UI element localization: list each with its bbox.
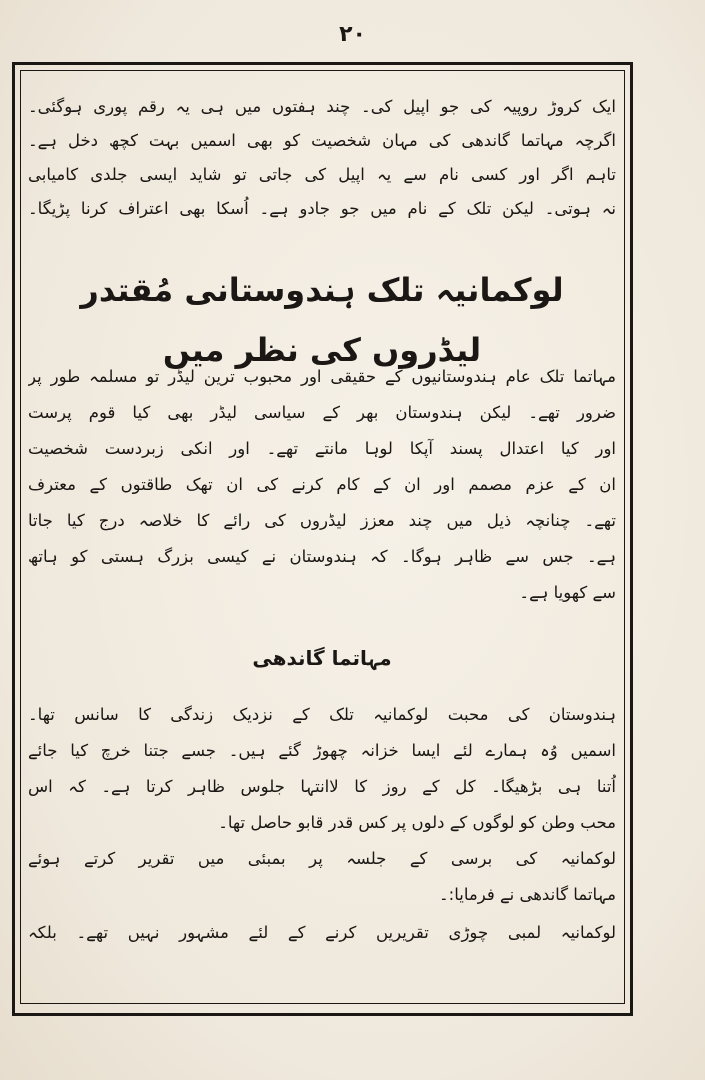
intro-line: نہ ہوتی۔ لیکن تلک کے نام میں جو جادو ہے۔ اُسکا بھی اعتراف کرنا پڑیگا۔ bbox=[28, 199, 616, 218]
paragraph-line: لوکمانیہ لمبی چوڑی تقریریں کرنے کے لئے مشہور نہیں تھے۔ بلکہ bbox=[28, 923, 616, 942]
paragraph-line: تھے۔ چنانچہ ذیل میں چند معزز لیڈروں کی رائے کا خلاصہ درج کیا جاتا bbox=[28, 511, 616, 530]
page-content bbox=[28, 78, 616, 998]
paragraph-line: مہاتما گاندھی نے فرمایا:۔ bbox=[439, 885, 616, 904]
paragraph-line: ہے۔ جس سے ظاہر ہوگا۔ کہ ہندوستان نے کیسی بزرگ ہستی کو ہاتھ bbox=[28, 547, 616, 566]
paragraph-line: مہاتما تلک عام ہندوستانیوں کے حقیقی اور محبوب ترین لیڈر تو مسلمہ طور پر bbox=[28, 367, 616, 386]
section-heading: لوکمانیہ تلک ہندوستانی مُقتدر لیڈروں کی نظر میں bbox=[80, 271, 564, 369]
paragraph-line: محب وطن کو لوگوں کے دلوں پر کس قدر قابو حاصل تھا۔ bbox=[218, 813, 616, 832]
paragraph-line: ہندوستان کی محبت لوکمانیہ تلک کے نزدیک زندگی کا سانس تھا۔ bbox=[28, 705, 616, 724]
subheading: مہاتما گاندھی bbox=[252, 646, 392, 670]
paragraph-line: ان کے عزم مصمم اور ان کے کام کرنے کی ان تھک طاقتوں کے معترف bbox=[28, 475, 616, 494]
intro-line: ایک کروڑ روپیہ کی جو اپیل کی۔ چند ہفتوں میں ہی یہ رقم پوری ہوگئی۔ bbox=[28, 97, 616, 116]
intro-line: اگرچہ مہاتما گاندھی کی مہان شخصیت کو بھی اسمیں بہت کچھ دخل ہے۔ bbox=[28, 131, 616, 150]
paragraph-line: اُتنا ہی بڑھیگا۔ کل کے روز کا لاانتہا جلوس ظاہر کرتا ہے۔ کہ اس bbox=[28, 777, 616, 796]
paragraph-line: ضرور تھے۔ لیکن ہندوستان بھر کے سیاسی لیڈر بھی کیا قوم پرست bbox=[28, 403, 616, 422]
paragraph-line: سے کھویا ہے۔ bbox=[519, 583, 616, 602]
paragraph-line: لوکمانیہ کی برسی کے جلسہ پر بمبئی میں تقریر کرتے ہوئے bbox=[28, 849, 616, 868]
intro-line: تاہم اگر اور کسی نام سے یہ اپیل کی جاتی تو شاید ایسی جلدی کامیابی bbox=[28, 165, 616, 184]
paragraph-line: اسمیں وُہ ہمارے لئے ایسا خزانہ چھوڑ گئے ہیں۔ جسے جتنا خرچ کیا جائے bbox=[28, 741, 616, 760]
paragraph-line: اور کیا اعتدال پسند آپکا لوہا مانتے تھے۔ اور انکی زبردست شخصیت bbox=[28, 439, 616, 458]
page-number: ۲۰ bbox=[339, 22, 366, 47]
